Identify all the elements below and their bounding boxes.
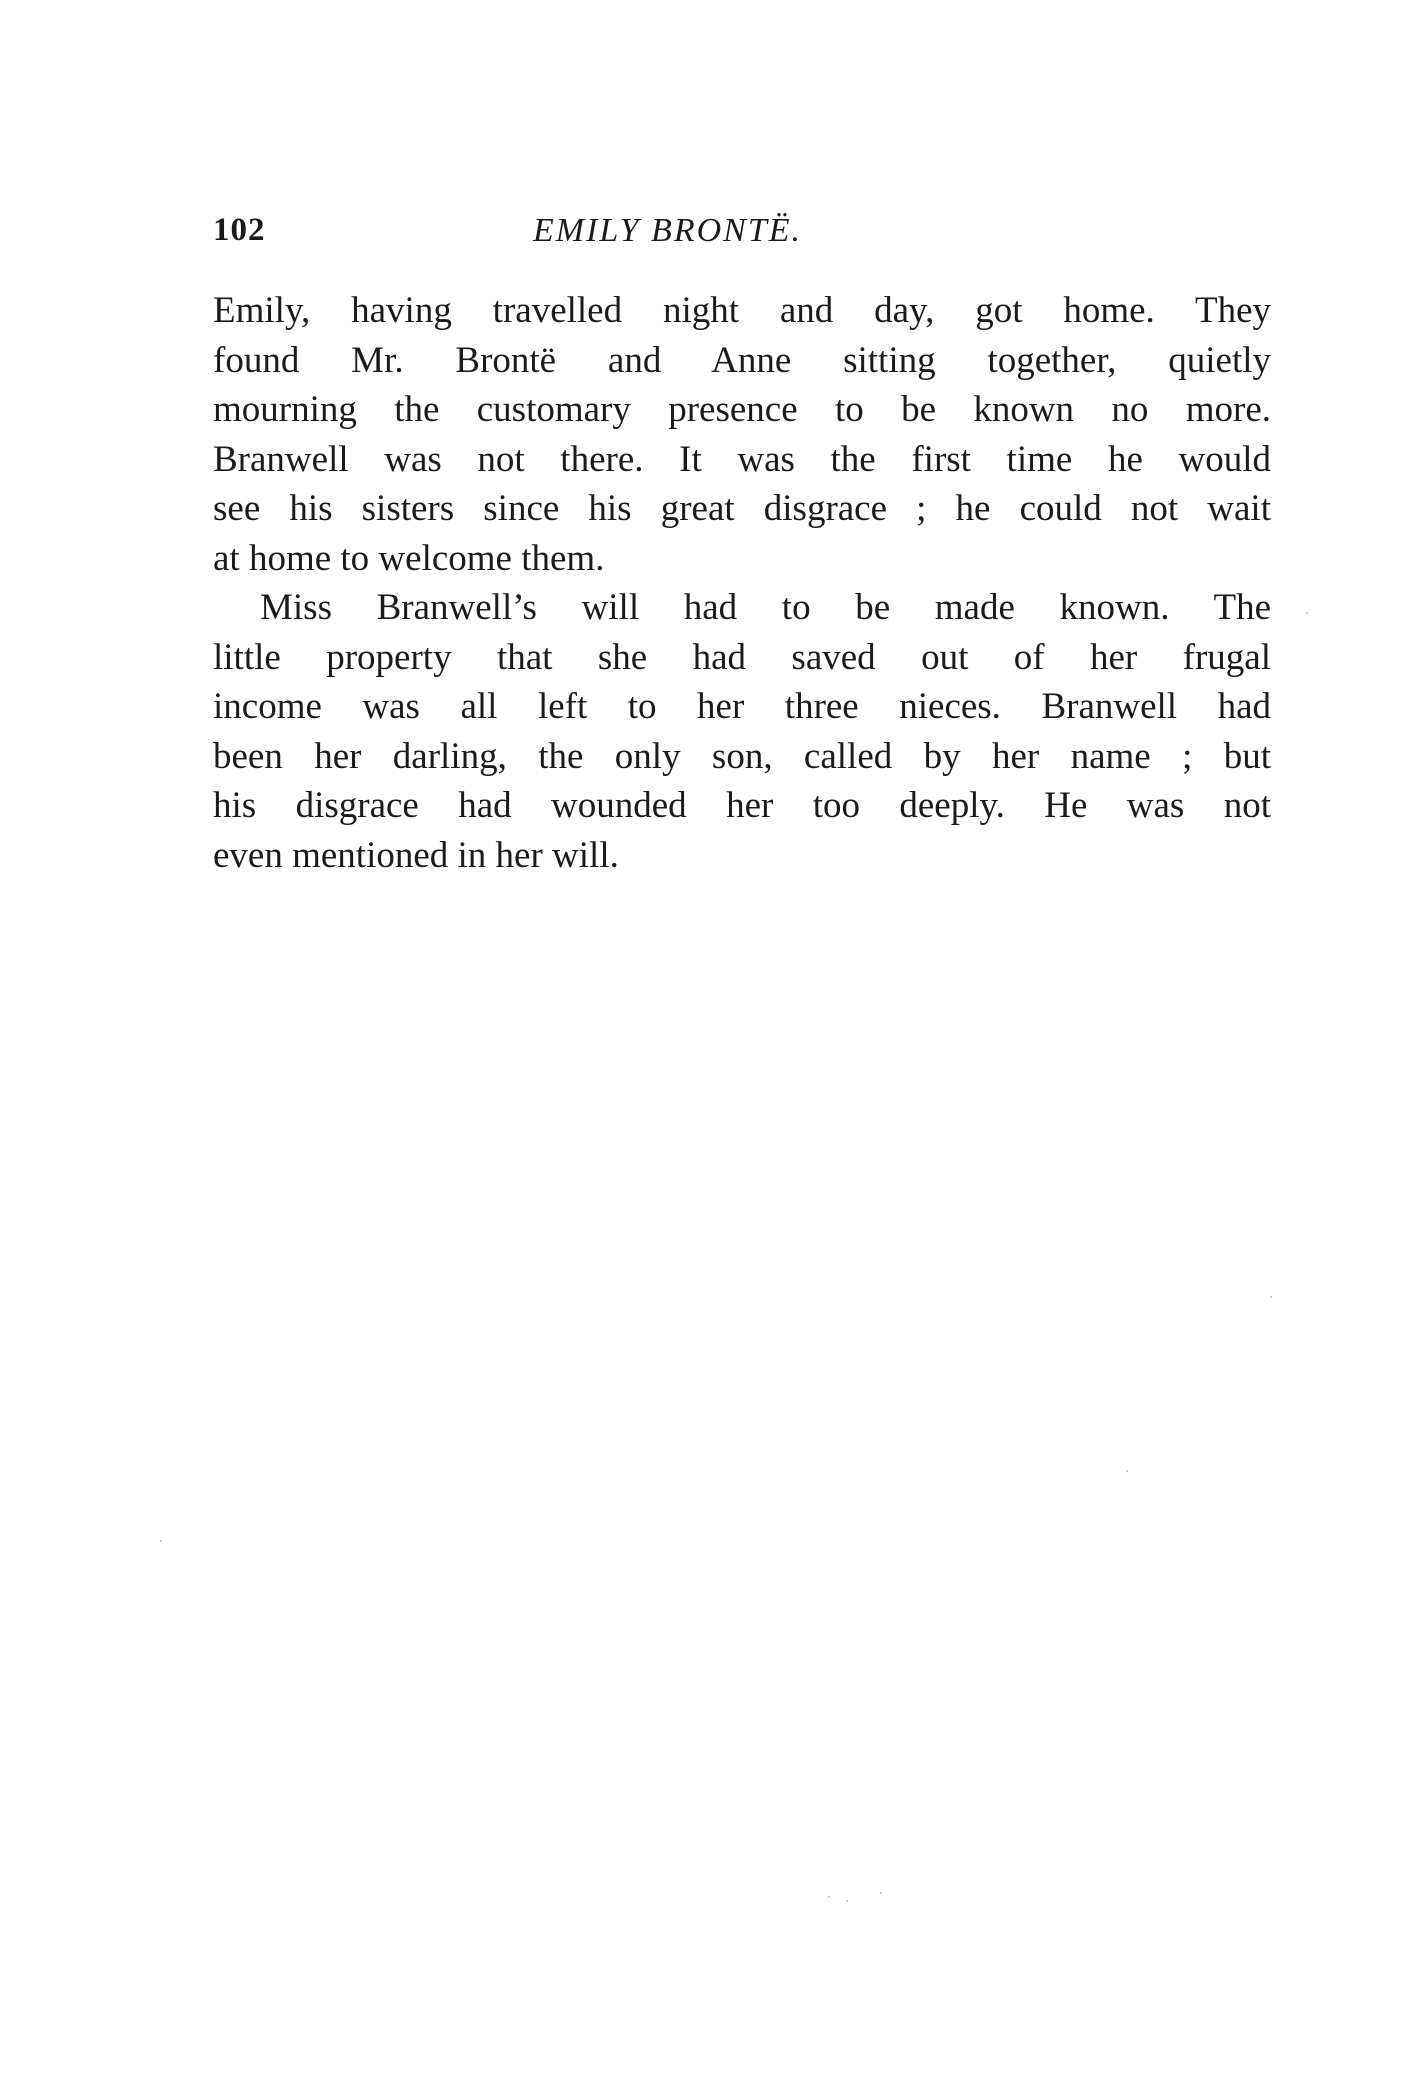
text-line: Emily, having travelled night and day, got home. They xyxy=(213,290,1271,331)
paper-speck xyxy=(1306,612,1308,614)
paper-speck xyxy=(880,1892,882,1894)
text-line: mourning the customary presence to be known no more. xyxy=(213,389,1271,430)
text-line: Miss Branwell’s will had to be made known. The xyxy=(260,587,1271,628)
running-head xyxy=(213,212,1275,262)
text-line: see his sisters since his great disgrace ; he could not wait xyxy=(213,488,1271,529)
text-line: been her darling, the only son, called by her name ; but xyxy=(213,735,1271,777)
paragraph-1 xyxy=(213,286,1271,583)
running-title: EMILY BRONTË. xyxy=(533,212,802,249)
paper-speck xyxy=(160,1540,162,1542)
text-line: at home to welcome them. xyxy=(213,537,605,579)
body-text xyxy=(213,286,1271,880)
paper-speck xyxy=(1126,1470,1128,1472)
text-line: little property that she had saved out of her frugal xyxy=(213,636,1271,678)
paper-speck xyxy=(1270,1296,1272,1298)
page-number: 102 xyxy=(213,212,266,248)
text-line: found Mr. Brontë and Anne sitting together, quietly xyxy=(213,339,1271,381)
text-line: income was all left to her three nieces. Branwell had xyxy=(213,686,1271,727)
paper-speck xyxy=(846,1900,848,1902)
text-line: his disgrace had wounded her too deeply. He was not xyxy=(213,785,1271,826)
text-line: Branwell was not there. It was the first time he would xyxy=(213,438,1271,480)
text-line: even mentioned in her will. xyxy=(213,834,619,876)
paper-speck xyxy=(828,1896,830,1898)
paragraph-2 xyxy=(213,583,1271,880)
